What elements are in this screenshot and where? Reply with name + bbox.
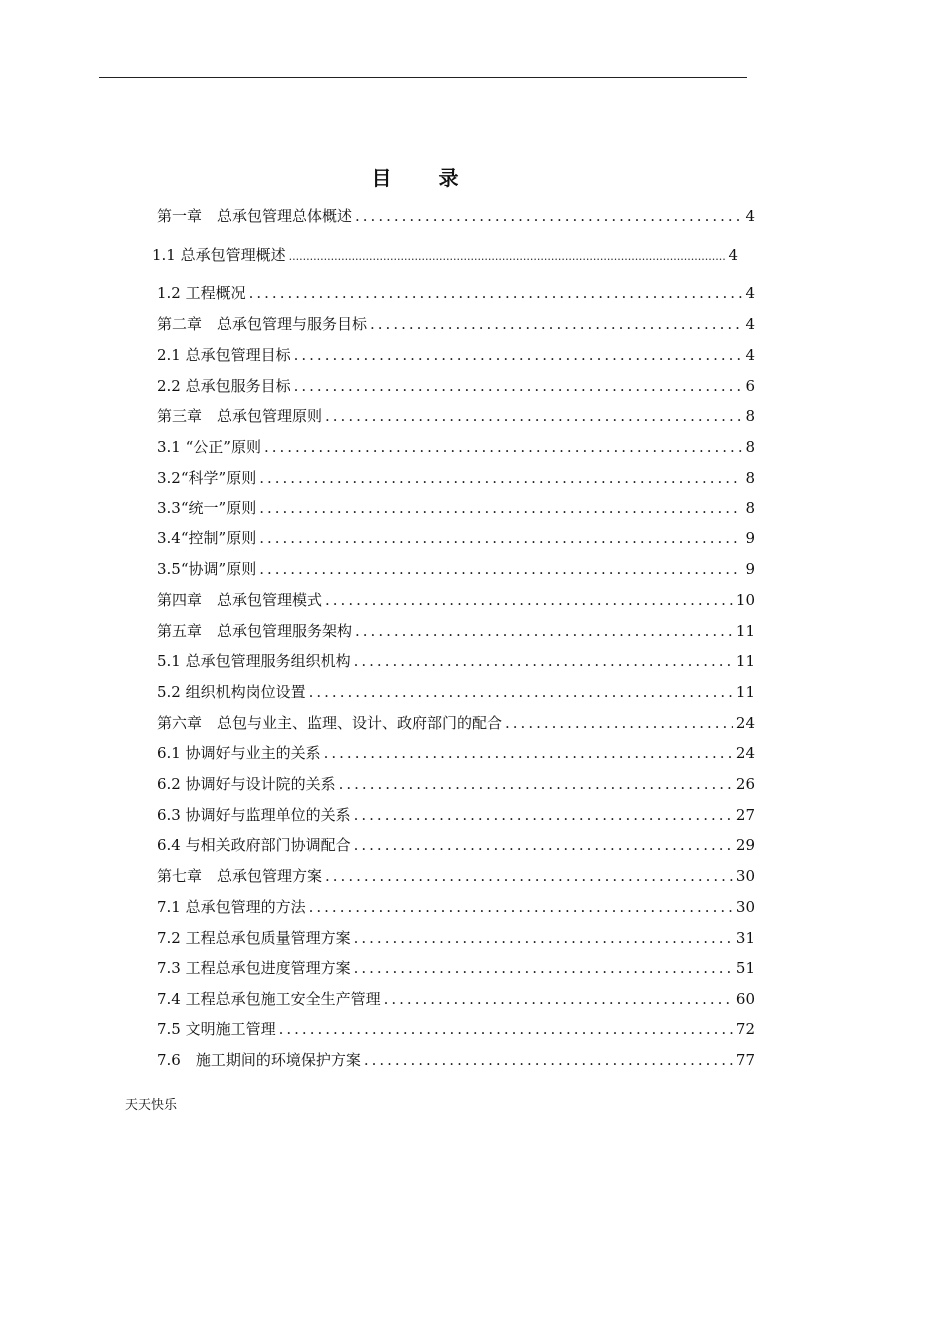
toc-dot-leader bbox=[355, 204, 742, 228]
toc-entry-page: 4 bbox=[745, 346, 755, 364]
toc-entry-label: 7.1 总承包管理的方法 bbox=[157, 898, 306, 916]
toc-entry-label: 5.2 组织机构岗位设置 bbox=[157, 683, 306, 701]
toc-entry-label: 7.2 工程总承包质量管理方案 bbox=[157, 929, 351, 947]
toc-entry-page: 24 bbox=[735, 714, 755, 732]
toc-entry[interactable] bbox=[157, 741, 755, 765]
toc-entry-page: 51 bbox=[735, 959, 755, 977]
toc-entry-label: 第六章 总包与业主、监理、设计、政府部门的配合 bbox=[157, 714, 503, 732]
toc-dot-leader bbox=[325, 588, 733, 612]
toc-dot-leader bbox=[249, 281, 743, 305]
toc-entry-label: 6.3 协调好与监理单位的关系 bbox=[157, 806, 351, 824]
toc-entry[interactable] bbox=[157, 864, 755, 888]
toc-entry-page: 11 bbox=[735, 683, 755, 701]
toc-entry[interactable] bbox=[157, 956, 755, 980]
toc-entry-page: 8 bbox=[745, 499, 755, 517]
toc-entry-label: 第一章 总承包管理总体概述 bbox=[157, 207, 353, 225]
toc-dot-leader bbox=[309, 895, 733, 919]
toc-entry-page: 4 bbox=[745, 284, 755, 302]
toc-dot-leader bbox=[354, 926, 733, 950]
toc-entry[interactable] bbox=[157, 680, 755, 704]
toc-entry-label: 7.4 工程总承包施工安全生产管理 bbox=[157, 990, 381, 1008]
toc-entry-label: 5.1 总承包管理服务组织机构 bbox=[157, 652, 351, 670]
toc-entry[interactable] bbox=[157, 772, 755, 796]
toc-dot-leader bbox=[294, 374, 743, 398]
toc-entry-page: 4 bbox=[745, 315, 755, 333]
toc-entry-label: 3.4“控制”原则 bbox=[157, 529, 257, 547]
toc-dot-leader bbox=[354, 956, 733, 980]
toc-entry-page: 60 bbox=[735, 990, 755, 1008]
toc-entry-page: 4 bbox=[745, 207, 755, 225]
toc-entry[interactable] bbox=[157, 435, 755, 459]
toc-entry-label: 3.5“协调”原则 bbox=[157, 560, 257, 578]
toc-entry-page: 77 bbox=[735, 1051, 755, 1069]
toc-dot-leader bbox=[325, 404, 742, 428]
toc-entry[interactable] bbox=[157, 649, 755, 673]
toc-title: 目 录 bbox=[371, 166, 479, 190]
toc-dot-leader bbox=[289, 245, 726, 269]
toc-dot-leader bbox=[324, 741, 733, 765]
toc-entry-page: 30 bbox=[735, 898, 755, 916]
toc-entry[interactable] bbox=[157, 1048, 755, 1072]
toc-entry[interactable] bbox=[157, 496, 755, 520]
toc-entry-page: 11 bbox=[735, 652, 755, 670]
toc-entry-page: 30 bbox=[735, 867, 755, 885]
toc-entry-page: 9 bbox=[745, 560, 755, 578]
toc-dot-leader bbox=[264, 435, 742, 459]
toc-dot-leader bbox=[370, 312, 742, 336]
toc-entry-page: 4 bbox=[728, 246, 738, 264]
toc-dot-leader bbox=[294, 343, 743, 367]
toc-entry[interactable] bbox=[157, 895, 755, 919]
toc-entry-label: 3.3“统一”原则 bbox=[157, 499, 257, 517]
toc-entry[interactable] bbox=[157, 374, 755, 398]
toc-entry-label: 1.1 总承包管理概述 bbox=[152, 246, 286, 264]
toc-entry[interactable] bbox=[152, 243, 738, 267]
toc-entry-page: 24 bbox=[735, 744, 755, 762]
toc-dot-leader bbox=[259, 466, 742, 490]
toc-entry-label: 3.2“科学”原则 bbox=[157, 469, 257, 487]
toc-entry-page: 31 bbox=[735, 929, 755, 947]
toc-dot-leader bbox=[325, 864, 733, 888]
toc-entry[interactable] bbox=[157, 343, 755, 367]
toc-entry-label: 7.5 文明施工管理 bbox=[157, 1020, 276, 1038]
toc-dot-leader bbox=[505, 711, 733, 735]
toc-entry-label: 第二章 总承包管理与服务目标 bbox=[157, 315, 368, 333]
toc-entry[interactable] bbox=[157, 833, 755, 857]
toc-dot-leader bbox=[354, 833, 733, 857]
toc-dot-leader bbox=[364, 1048, 733, 1072]
toc-entry[interactable] bbox=[157, 404, 755, 428]
toc-entry[interactable] bbox=[157, 588, 755, 612]
toc-entry-label: 第五章 总承包管理服务架构 bbox=[157, 622, 353, 640]
toc-dot-leader bbox=[259, 557, 742, 581]
toc-entry[interactable] bbox=[157, 926, 755, 950]
toc-entry[interactable] bbox=[157, 204, 755, 228]
toc-entry-label: 7.6 施工期间的环境保护方案 bbox=[157, 1051, 361, 1069]
toc-entry[interactable] bbox=[157, 1017, 755, 1041]
toc-entry-page: 9 bbox=[745, 529, 755, 547]
toc-entry-page: 26 bbox=[735, 775, 755, 793]
toc-entry-label: 3.1 “公正”原则 bbox=[157, 438, 261, 456]
toc-entry[interactable] bbox=[157, 466, 755, 490]
toc-entry-label: 第四章 总承包管理模式 bbox=[157, 591, 323, 609]
toc-entry-page: 6 bbox=[745, 377, 755, 395]
toc-entry-label: 2.2 总承包服务目标 bbox=[157, 377, 291, 395]
toc-entry-label: 第七章 总承包管理方案 bbox=[157, 867, 323, 885]
toc-entry-label: 1.2 工程概况 bbox=[157, 284, 246, 302]
toc-entry-label: 6.2 协调好与设计院的关系 bbox=[157, 775, 336, 793]
toc-dot-leader bbox=[339, 772, 733, 796]
toc-entry-page: 72 bbox=[735, 1020, 755, 1038]
toc-entry-page: 8 bbox=[745, 407, 755, 425]
toc-dot-leader bbox=[279, 1017, 733, 1041]
toc-entry-page: 29 bbox=[735, 836, 755, 854]
toc-entry-page: 8 bbox=[745, 438, 755, 456]
toc-entry[interactable] bbox=[157, 711, 755, 735]
toc-entry[interactable] bbox=[157, 281, 755, 305]
toc-dot-leader bbox=[354, 803, 733, 827]
toc-entry[interactable] bbox=[157, 987, 755, 1011]
toc-dot-leader bbox=[259, 496, 742, 520]
toc-entry-label: 7.3 工程总承包进度管理方案 bbox=[157, 959, 351, 977]
toc-entry[interactable] bbox=[157, 803, 755, 827]
toc-entry[interactable] bbox=[157, 557, 755, 581]
toc-entry-page: 10 bbox=[735, 591, 755, 609]
toc-entry-page: 11 bbox=[735, 622, 755, 640]
toc-dot-leader bbox=[259, 526, 742, 550]
toc-entry-label: 2.1 总承包管理目标 bbox=[157, 346, 291, 364]
toc-entry-label: 第三章 总承包管理原则 bbox=[157, 407, 323, 425]
toc-entry[interactable] bbox=[157, 526, 755, 550]
toc-dot-leader bbox=[309, 680, 733, 704]
toc-entry-page: 27 bbox=[735, 806, 755, 824]
toc-entry-label: 6.4 与相关政府部门协调配合 bbox=[157, 836, 351, 854]
toc-dot-leader bbox=[384, 987, 733, 1011]
toc-entry[interactable] bbox=[157, 312, 755, 336]
toc-dot-leader bbox=[354, 649, 733, 673]
toc-entry[interactable] bbox=[157, 619, 755, 643]
toc-entry-label: 6.1 协调好与业主的关系 bbox=[157, 744, 321, 762]
footer-text: 天天快乐 bbox=[125, 1098, 178, 1113]
toc-entry-page: 8 bbox=[745, 469, 755, 487]
toc-dot-leader bbox=[355, 619, 733, 643]
